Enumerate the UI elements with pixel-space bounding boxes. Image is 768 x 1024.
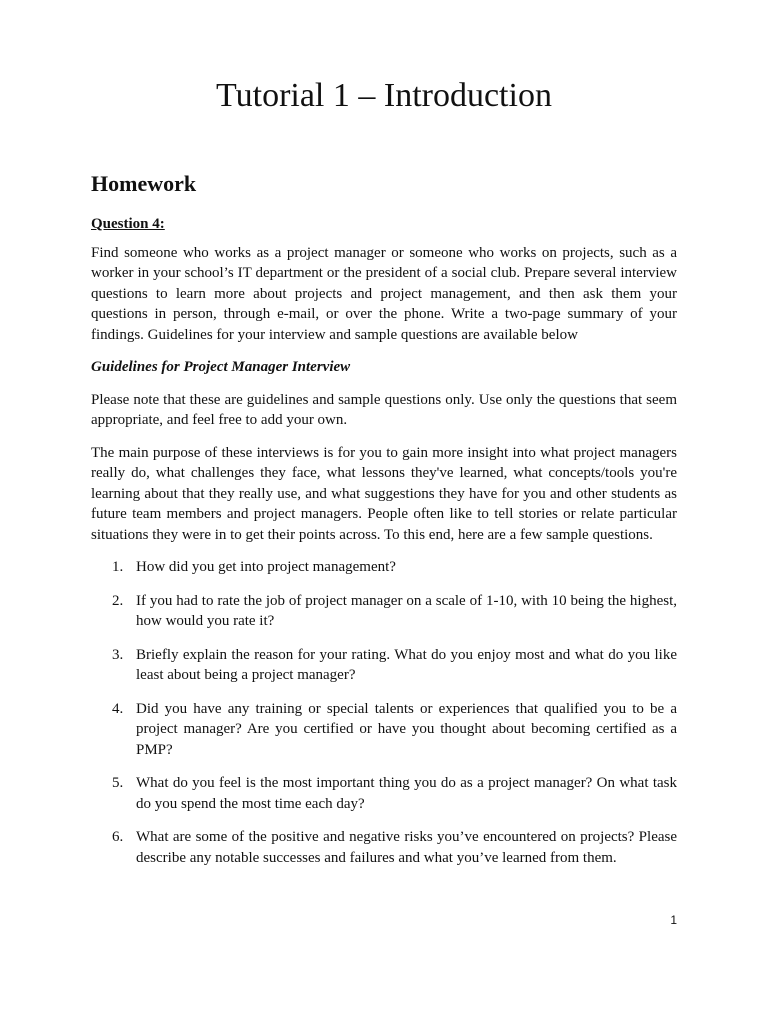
list-item-number: 6.: [112, 829, 124, 845]
list-item: [91, 827, 677, 868]
page-title: Tutorial 1 – Introduction: [216, 77, 552, 114]
document-body: [91, 170, 677, 881]
list-item: [91, 773, 677, 814]
guidelines-heading: Guidelines for Project Manager Interview: [91, 359, 351, 375]
list-item-number: 2.: [112, 592, 124, 609]
list-item-number: 4.: [112, 700, 124, 717]
list-item-number: 1.: [112, 559, 124, 575]
intro-paragraph: Find someone who works as a project manager or someone who works on projects, such as a worker in your school’s IT department or the president of a social club. Prepare several interview questions to learn more about projects and project management, and then ask them your questions in person, through e-mail, or over the phone. Write a two-page summary of your findings. Guidelines for your interview and sample questions are available below: [91, 244, 677, 343]
list-item: [91, 591, 677, 632]
sample-questions-list: [91, 557, 677, 868]
page-number: 1: [670, 913, 677, 927]
purpose-paragraph: The main purpose of these interviews is for you to gain more insight into what project managers really do, what challenges they face, what lessons they've learned, what concepts/tools you're learning about that they really use, and what suggestions they have for you and other students as future team members and project managers. People often like to tell stories or relate particular situations they were in to get their points across. To this end, here are a few sample questions.: [91, 444, 677, 543]
list-item-number: 3.: [112, 646, 124, 663]
list-item: [91, 699, 677, 761]
list-item-text: What are some of the positive and negative risks you’ve encountered on projects? Please describe any notable successes and failures and what you’ve learned from them.: [136, 829, 677, 866]
note-paragraph: Please note that these are guidelines and sample questions only. Use only the questions that seem appropriate, and feel free to add your own.: [91, 391, 677, 428]
list-item-text: How did you get into project management?: [136, 559, 396, 575]
list-item-text: Did you have any training or special talents or experiences that qualified you to be a project manager? Are you certified or have you thought about becoming certified as a PMP?: [136, 700, 677, 758]
list-item-text: If you had to rate the job of project manager on a scale of 1-10, with 10 being the highest, how would you rate it?: [136, 592, 677, 629]
list-item: [91, 557, 677, 578]
section-heading: Homework: [91, 171, 197, 196]
question-label: Question 4:: [91, 216, 165, 232]
list-item-number: 5.: [112, 775, 124, 791]
list-item-text: What do you feel is the most important thing you do as a project manager? On what task do you spend the most time each day?: [136, 775, 677, 812]
list-item: [91, 645, 677, 686]
list-item-text: Briefly explain the reason for your rating. What do you enjoy most and what do you like least about being a project manager?: [136, 646, 677, 683]
